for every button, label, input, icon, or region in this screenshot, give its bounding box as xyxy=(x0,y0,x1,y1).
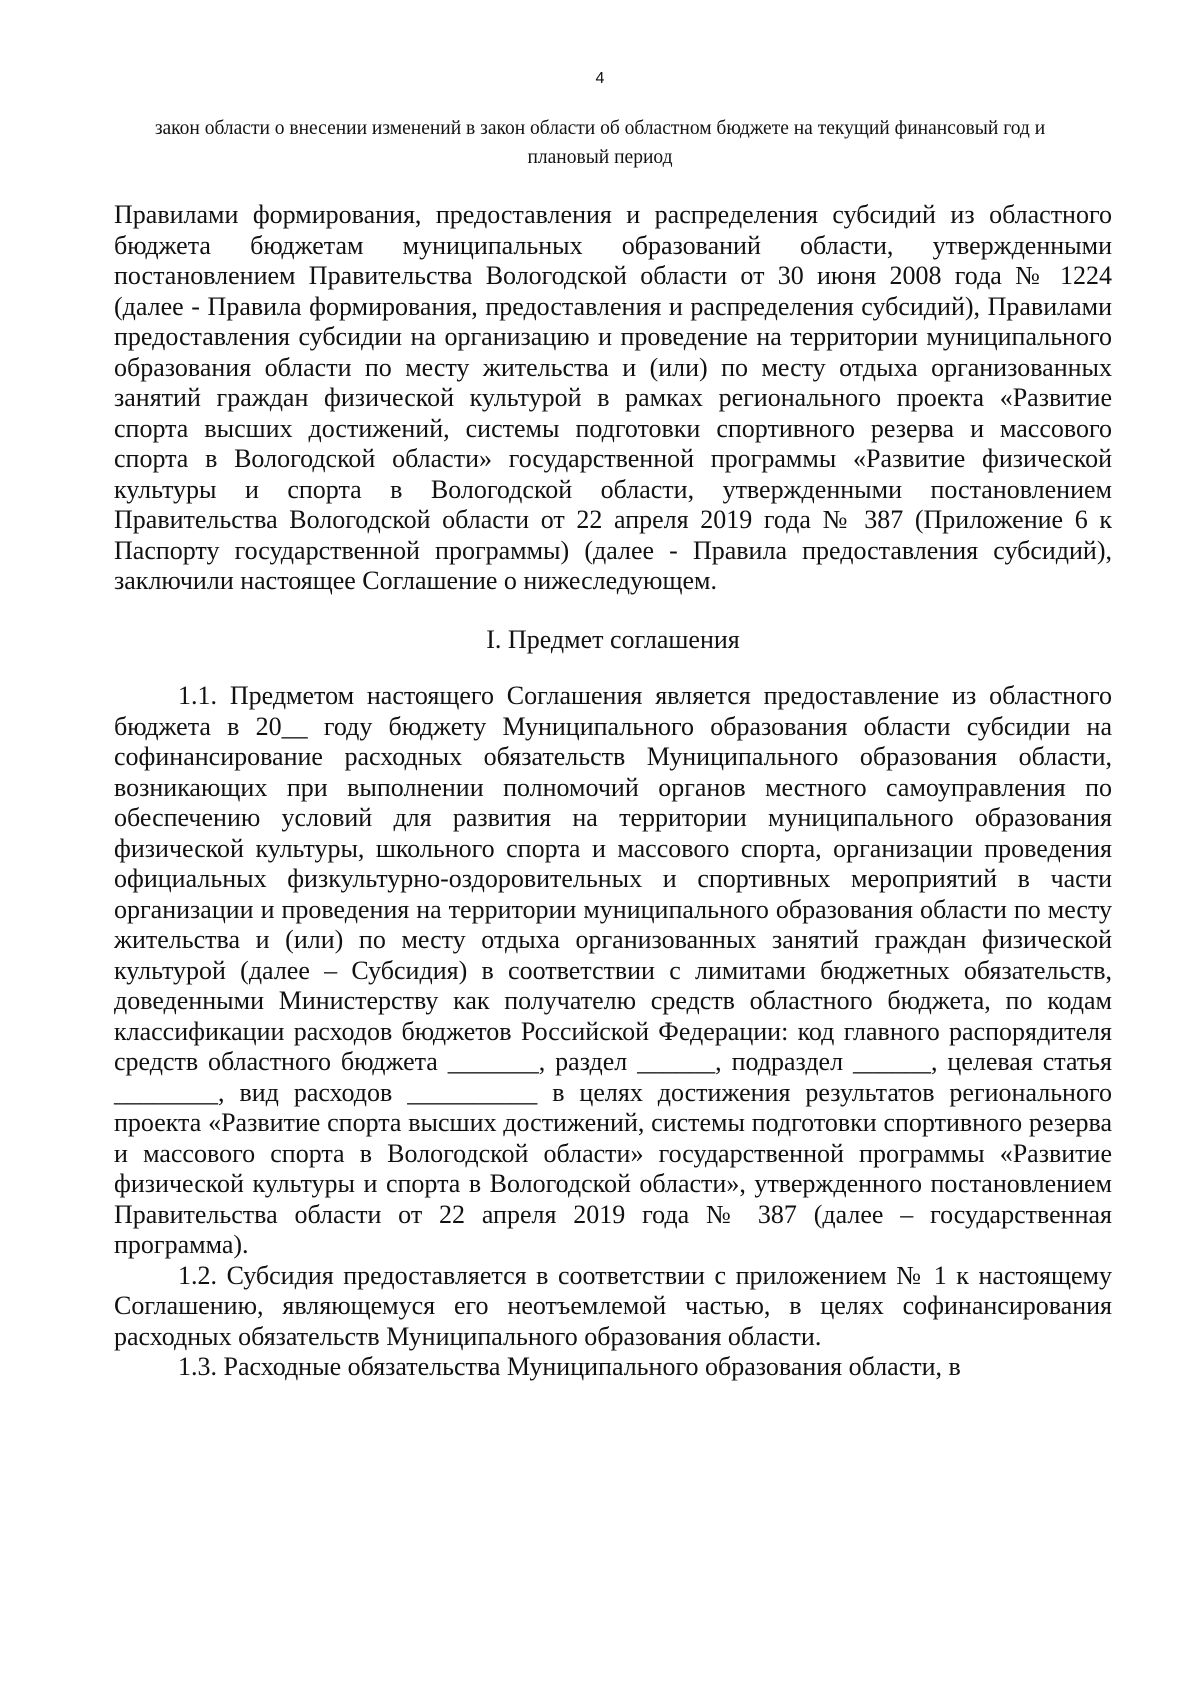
header-note: закон области о внесении изменений в закон области об областном бюджете на текущий финансовый год и плановый период xyxy=(154,118,1046,168)
intro-paragraph: Правилами формирования, предоставления и распределения субсидий из областного бюджета бюджетам муниципальных образований области, утвержденными постановлением Правительства Вологодской области от 30 июня 2008 года № 1224 (далее - Правила формирования, предоставления и распределения субсидий), Правилами предоставления субсидии на организацию и проведение на территории муниципального образования области по месту жительства и (или) по месту отдыха организованных занятий граждан физической культурой в рамках регионального проекта «Развитие спорта высших достижений, системы подготовки спортивного резерва и массового спорта в Вологодской области» государственной программы «Развитие физической культуры и спорта в Вологодской области, утвержденными постановлением Правительства Вологодской области от 22 апреля 2019 года № 387 (Приложение 6 к Паспорту государственной программы) (далее - Правила предоставления субсидий), заключили настоящее Соглашение о нижеследующем. xyxy=(114,200,1112,595)
paragraph-1-1: 1.1. Предметом настоящего Соглашения является предоставление из областного бюджета в 20__ году бюджету Муниципального образования области субсидии на софинансирование расходных обязательств Муниципального образования области, возникающих при выполнении полномочий органов местного самоуправления по обеспечению условий для развития на территории муниципального образования физической культуры, школьного спорта и массового спорта, организации проведения официальных физкультурно-оздоровительных и спортивных мероприятий в части организации и проведения на территории муниципального образования области по месту жительства и (или) по месту отдыха организованных занятий граждан физической культурой (далее – Субсидия) в соответствии с лимитами бюджетных обязательств, доведенными Министерству как получателю средств областного бюджета, по кодам классификации расходов бюджетов Российской Федерации: код главного распорядителя средств областного бюджета _______, раздел ______, подраздел ______, целевая статья ________, вид расходов __________ в целях достижения результатов регионального проекта «Развитие спорта высших достижений, системы подготовки спортивного резерва и массового спорта в Вологодской области» государственной программы «Развитие физической культуры и спорта в Вологодской области», утвержденного постановлением Правительства области от 22 апреля 2019 года № 387 (далее – государственная программа). xyxy=(114,681,1112,1259)
paragraph-1-2: 1.2. Субсидия предоставляется в соответствии с приложением № 1 к настоящему Соглашению, являющемуся его неотъемлемой частью, в целях софинансирования расходных обязательств Муниципального образования области. xyxy=(114,1260,1112,1351)
document-body xyxy=(114,200,1112,1383)
paragraph-1-3: 1.3. Расходные обязательства Муниципального образования области, в xyxy=(178,1352,961,1381)
page-number: 4 xyxy=(595,70,605,87)
section-heading: I. Предмет соглашения xyxy=(486,624,740,654)
